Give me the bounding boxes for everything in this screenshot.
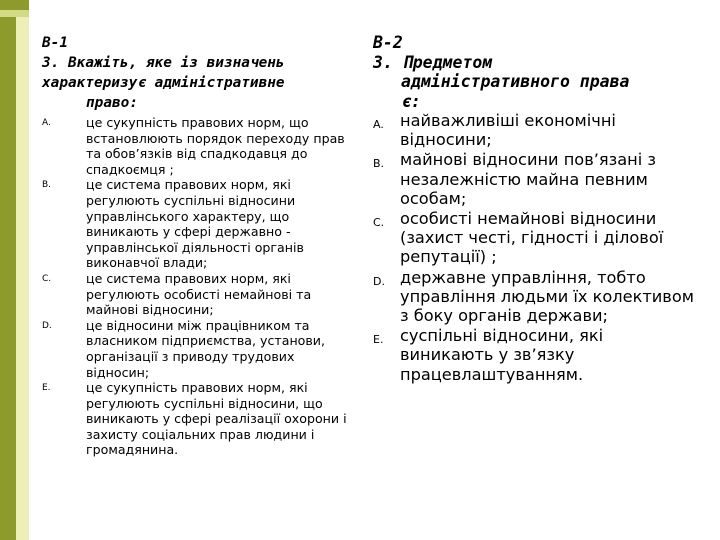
option-letter: E. [42, 383, 51, 394]
option-text: це відносини між працівником та власником підприємства, установи, організації з приводу трудових відносин; [86, 317, 325, 380]
option-text: це сукупність правових норм, які регулюють суспільні відносини, що виникають у сфері реалізації охорони і захисту соціальних прав людини і громадянина. [86, 380, 347, 458]
answer-option-a [42, 115, 358, 177]
variant-2-question [373, 53, 695, 112]
answer-option-c [42, 271, 358, 318]
option-letter: A. [42, 118, 51, 128]
question-line: характеризує адміністративне [42, 75, 285, 91]
option-letter: B. [42, 180, 52, 191]
answer-option-a [373, 111, 695, 149]
answer-option-e [373, 326, 695, 384]
variant-1-number: В-1 [42, 35, 68, 51]
variant-2-column [373, 33, 695, 385]
variant-2-options [373, 111, 695, 384]
question-line: адміністративного права [401, 72, 630, 91]
question-line: право: [86, 95, 138, 111]
option-text: найважливіші економічні відносини; [400, 111, 616, 150]
option-letter: C. [42, 273, 52, 284]
option-text: це система правових норм, які регулюють особисті немайнові та майнові відносини; [86, 270, 312, 318]
option-letter: E. [373, 333, 384, 347]
question-line: 3. Предметом [373, 52, 493, 72]
answer-option-e [42, 380, 358, 458]
option-text: це система правових норм, які регулюють суспільні відносини управлінського характеру, що виникають у сфері державно - управлінської діяльності органів виконавчої влади; [86, 177, 304, 271]
answer-option-b [42, 177, 358, 271]
question-line: є: [401, 91, 421, 111]
variant-2-number: В-2 [373, 33, 403, 52]
answer-option-d [42, 318, 358, 380]
option-letter: C. [373, 216, 385, 230]
option-text: це сукупність правових норм, що встановлюють порядок переходу прав та обов’язків від спадкодавця до спадкоємця ; [86, 115, 345, 177]
option-text: майнові відносини пов’язані з незалежністю майна певним особам; [400, 150, 656, 208]
decorative-corner-light [0, 10, 29, 17]
option-text: державне управління, тобто управління людьми їх колективом з боку органів держави; [400, 267, 694, 326]
option-letter: D. [373, 274, 385, 288]
variant-1-question [42, 53, 358, 113]
option-text: суспільні відносини, які виникають у зв’язку працевлаштуванням. [400, 326, 604, 384]
option-text: особисті немайнові відносини (захист честі, гідності і ділової репутації) ; [400, 209, 664, 267]
question-line: 3. Вкажіть, яке із визначень [42, 55, 285, 71]
decorative-stripe-dark [0, 0, 16, 540]
variant-1-options [42, 115, 358, 458]
option-letter: B. [373, 157, 385, 171]
answer-option-b [373, 150, 695, 208]
option-letter: D. [42, 320, 52, 331]
decorative-stripe-light [16, 0, 29, 540]
answer-option-d [373, 268, 695, 326]
answer-option-c [373, 209, 695, 267]
option-letter: A. [373, 118, 384, 131]
variant-1-column [42, 33, 358, 458]
